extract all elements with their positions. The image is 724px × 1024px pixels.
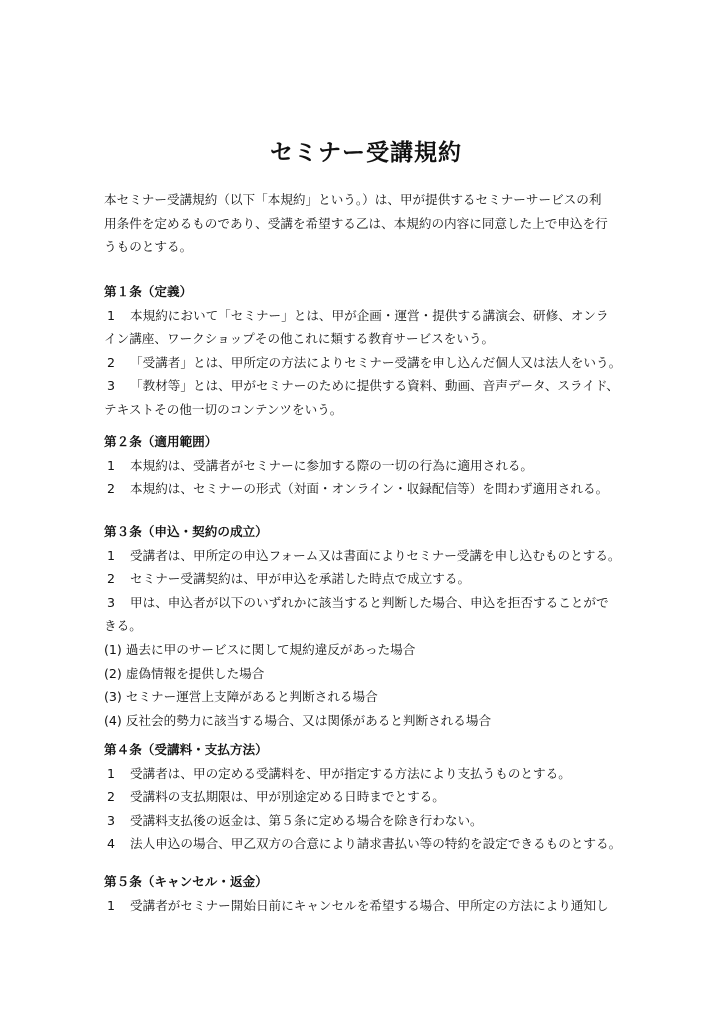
clause-text: 本規約は、セミナーの形式（対面・オンライン・収録配信等）を問わず適用される。 xyxy=(130,481,609,497)
list-item xyxy=(104,709,634,733)
clause-text: 本規約は、受講者がセミナーに参加する際の一切の行為に適用される。 xyxy=(130,457,533,473)
clause-text: 「教材等」とは、甲がセミナーのために提供する資料、動画、音声データ、スライド、 xyxy=(130,378,619,394)
clause-line xyxy=(104,374,634,398)
clause-text: イン講座、ワークショップその他これに類する教育サービスをいう。 xyxy=(104,331,495,347)
clause-line xyxy=(104,454,634,478)
clause-text: 法人申込の場合、甲乙双方の合意により請求書払い等の特約を設定できるものとする。 xyxy=(130,836,622,852)
clause-line xyxy=(104,327,634,351)
article-heading: 第２条（適用範囲） xyxy=(104,434,218,449)
list-item xyxy=(104,638,634,662)
article-4 xyxy=(104,738,634,856)
clause-text: 受講者がセミナー開始日前にキャンセルを希望する場合、甲所定の方法により通知し xyxy=(130,897,609,913)
clause-text: 受講者は、甲所定の申込フォーム又は書面によりセミナー受講を申し込むものとする。 xyxy=(130,547,621,563)
list-item-text: (3) セミナー運営上支障があると判断される場合 xyxy=(104,689,378,705)
clause-number: 3 xyxy=(107,812,116,828)
clause-line xyxy=(104,785,634,809)
clause-number: 2 xyxy=(107,481,116,497)
document-title: セミナー受講規約 xyxy=(270,140,462,166)
clause-text: きる。 xyxy=(104,618,142,634)
clause-text: 本規約において「セミナー」とは、甲が企画・運営・提供する講演会、研修、オンラ xyxy=(130,307,609,323)
clause-line xyxy=(104,809,634,833)
list-item xyxy=(104,662,634,686)
clause-line xyxy=(104,351,634,375)
list-item-text: (1) 過去に甲のサービスに関して規約違反があった場合 xyxy=(104,641,416,657)
clause-number: 3 xyxy=(107,594,116,610)
clause-number: 2 xyxy=(107,571,116,587)
clause-number: 2 xyxy=(107,789,116,805)
clause-line xyxy=(104,591,634,615)
clause-text: セミナー受講契約は、甲が申込を承諾した時点で成立する。 xyxy=(130,571,471,587)
clause-text: 甲は、申込者が以下のいずれかに該当すると判断した場合、申込を拒否することがで xyxy=(130,594,609,610)
clause-text: 受講者は、甲の定める受講料を、甲が指定する方法により支払うものとする。 xyxy=(130,765,571,781)
clause-number: 1 xyxy=(107,765,116,781)
article-2 xyxy=(104,430,634,501)
clause-line xyxy=(104,304,634,328)
clause-line xyxy=(104,477,634,501)
clause-line xyxy=(104,762,634,786)
intro-line: うものとする。 xyxy=(104,239,193,255)
clause-line xyxy=(104,894,634,918)
article-3 xyxy=(104,520,634,732)
clause-line xyxy=(104,614,634,638)
list-item-text: (2) 虚偽情報を提供した場合 xyxy=(104,665,265,681)
article-1 xyxy=(104,280,634,422)
article-heading: 第１条（定義） xyxy=(104,284,193,299)
clause-number: 1 xyxy=(107,307,116,323)
clause-line xyxy=(104,832,634,856)
article-5 xyxy=(104,870,634,917)
clause-line xyxy=(104,398,634,422)
clause-number: 1 xyxy=(107,897,116,913)
clause-number: 2 xyxy=(107,354,116,370)
intro-line: 本セミナー受講規約（以下「本規約」という。）は、甲が提供するセミナーサービスの利 xyxy=(104,192,602,207)
list-item xyxy=(104,685,634,709)
clause-text: テキストその他一切のコンテンツをいう。 xyxy=(104,401,343,417)
intro-paragraph xyxy=(104,188,628,259)
clause-line xyxy=(104,567,634,591)
list-item-text: (4) 反社会的勢力に該当する場合、又は関係があると判断される場合 xyxy=(104,712,492,728)
article-heading: 第３条（申込・契約の成立） xyxy=(104,524,268,539)
clause-text: 「受講者」とは、甲所定の方法によりセミナー受講を申し込んだ個人又は法人をいう。 xyxy=(130,354,622,370)
clause-number: 1 xyxy=(107,457,116,473)
clause-text: 受講料の支払期限は、甲が別途定める日時までとする。 xyxy=(130,789,445,805)
clause-number: 4 xyxy=(107,836,116,852)
article-heading: 第５条（キャンセル・返金） xyxy=(104,874,268,889)
clause-text: 受講料支払後の返金は、第５条に定める場合を除き行わない。 xyxy=(130,812,483,828)
clause-number: 3 xyxy=(107,378,116,394)
clause-line xyxy=(104,544,634,568)
article-heading: 第４条（受講料・支払方法） xyxy=(104,742,268,757)
clause-number: 1 xyxy=(107,547,116,563)
intro-line: 用条件を定めるものであり、受講を希望する乙は、本規約の内容に同意した上で申込を行 xyxy=(104,215,608,231)
